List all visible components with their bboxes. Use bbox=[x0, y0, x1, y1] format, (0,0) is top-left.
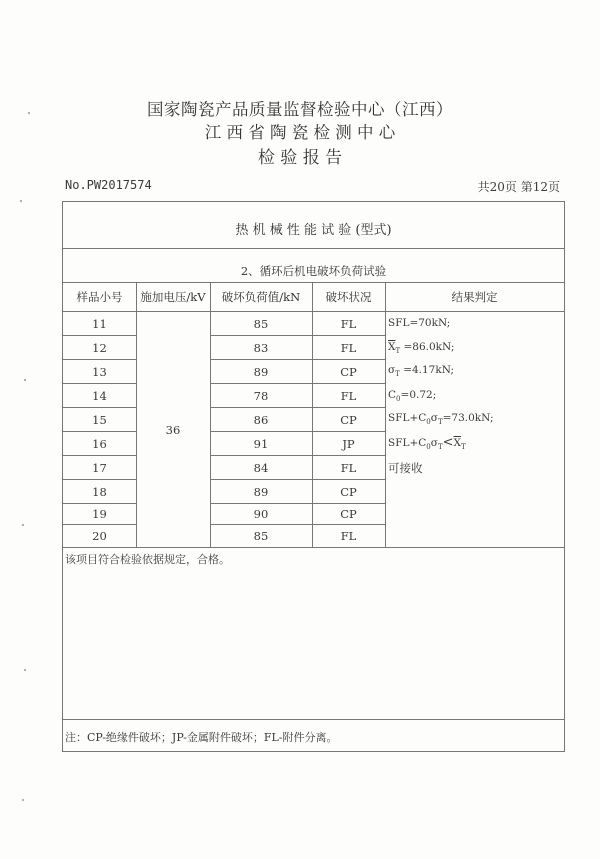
ll-sigma: σ bbox=[430, 412, 438, 424]
ll-subT: T bbox=[437, 418, 443, 427]
c0-symbol: C bbox=[388, 389, 397, 401]
failure-state: FL bbox=[340, 317, 357, 331]
row-line bbox=[63, 431, 136, 432]
cmp-sfl: SFL+C bbox=[388, 437, 427, 449]
row-line bbox=[210, 407, 385, 408]
result-mean bbox=[388, 341, 454, 355]
cmp-sub0: 0 bbox=[426, 443, 431, 452]
divider bbox=[63, 547, 564, 548]
test-subtitle: 2、循环后机电破坏负荷试验 bbox=[240, 264, 387, 278]
load-value: 89 bbox=[253, 485, 269, 499]
cmp-mean-subscript: T bbox=[461, 443, 466, 452]
row-line bbox=[210, 335, 385, 336]
cmp-mean-symbol: $\overline{X}$ bbox=[453, 437, 461, 449]
row-line bbox=[63, 359, 136, 360]
result-acceptable: 可接收 bbox=[388, 461, 423, 475]
col-header-result: 结果判定 bbox=[451, 290, 498, 304]
mean-value: =86.0kN; bbox=[403, 341, 455, 353]
row-line bbox=[210, 359, 385, 360]
col-header-state: 破坏状况 bbox=[325, 290, 372, 304]
col-header-sample: 样品小号 bbox=[76, 290, 123, 304]
load-value: 85 bbox=[253, 529, 269, 543]
section-title: 热 机 械 性 能 试 验 (型式) bbox=[235, 223, 392, 238]
load-value: 89 bbox=[253, 365, 269, 379]
scan-speck bbox=[22, 799, 24, 801]
report-table bbox=[62, 201, 565, 752]
row-line bbox=[63, 524, 136, 525]
divider bbox=[63, 719, 564, 720]
result-sigma bbox=[388, 364, 454, 378]
cmp-lt: < bbox=[442, 435, 454, 450]
failure-state: CP bbox=[340, 413, 357, 427]
failure-state: CP bbox=[340, 485, 357, 499]
ll-value: =73.0kN; bbox=[442, 412, 494, 424]
row-line bbox=[63, 335, 136, 336]
row-line bbox=[210, 455, 385, 456]
sample-no: 13 bbox=[92, 365, 107, 379]
col-header-voltage: 施加电压/kV bbox=[140, 290, 206, 304]
report-number: No.PW2017574 bbox=[65, 178, 152, 192]
sample-no: 19 bbox=[92, 507, 107, 521]
load-value: 86 bbox=[253, 413, 269, 427]
col-divider bbox=[385, 282, 386, 547]
divider bbox=[63, 282, 564, 283]
row-line bbox=[210, 479, 385, 480]
failure-state: CP bbox=[340, 365, 357, 379]
load-value: 78 bbox=[253, 389, 269, 403]
load-value: 83 bbox=[253, 341, 269, 355]
scan-speck bbox=[20, 200, 22, 202]
failure-state: FL bbox=[340, 529, 357, 543]
footnote: 注：CP-绝缘件破坏；JP-金属附件破坏；FL-附件分离。 bbox=[65, 731, 338, 744]
org-title: 国家陶瓷产品质量监督检验中心（江西） bbox=[147, 100, 453, 119]
load-value: 91 bbox=[253, 437, 269, 451]
report-title: 检 验 报 告 bbox=[257, 148, 343, 168]
sample-no: 12 bbox=[92, 341, 107, 355]
sample-no: 20 bbox=[92, 529, 107, 543]
mean-subscript: T bbox=[395, 347, 401, 356]
failure-state: FL bbox=[340, 461, 357, 475]
scan-speck bbox=[22, 524, 24, 526]
failure-state: CP bbox=[340, 507, 357, 521]
result-lower-limit bbox=[388, 412, 494, 426]
c0-value: =0.72; bbox=[400, 389, 437, 401]
load-value: 84 bbox=[253, 461, 269, 475]
col-header-load: 破坏负荷值/kN bbox=[221, 290, 301, 304]
row-line bbox=[63, 383, 136, 384]
scan-speck bbox=[24, 669, 26, 671]
row-line bbox=[63, 479, 136, 480]
sample-no: 14 bbox=[92, 389, 107, 403]
divider bbox=[63, 248, 564, 249]
row-line bbox=[210, 524, 385, 525]
cmp-sigma: σ bbox=[430, 437, 438, 449]
page-indicator: 共20页 第12页 bbox=[477, 180, 560, 194]
sigma-value: =4.17kN; bbox=[403, 364, 455, 376]
col-divider bbox=[136, 282, 137, 547]
applied-voltage: 36 bbox=[165, 423, 181, 437]
sample-no: 11 bbox=[92, 317, 107, 331]
failure-state: JP bbox=[342, 437, 355, 451]
row-line bbox=[63, 455, 136, 456]
load-value: 90 bbox=[253, 507, 269, 521]
row-line bbox=[63, 503, 136, 504]
divider bbox=[63, 311, 564, 312]
mean-symbol: $\overline{X}$ bbox=[388, 341, 396, 353]
sigma-symbol: σ bbox=[388, 364, 396, 376]
sample-no: 17 bbox=[92, 461, 107, 475]
c0-subscript: 0 bbox=[396, 395, 401, 404]
row-line bbox=[210, 431, 385, 432]
row-line bbox=[63, 407, 136, 408]
failure-state: FL bbox=[340, 389, 357, 403]
cmp-subT: T bbox=[437, 443, 443, 452]
sample-no: 15 bbox=[92, 413, 107, 427]
center-title: 江 西 省 陶 瓷 检 测 中 心 bbox=[204, 123, 396, 142]
result-compare bbox=[388, 435, 466, 451]
result-c0 bbox=[388, 389, 436, 403]
failure-state: FL bbox=[340, 341, 357, 355]
sample-no: 16 bbox=[92, 437, 107, 451]
sample-no: 18 bbox=[92, 485, 107, 499]
result-sfl: SFL=70kN; bbox=[388, 317, 451, 329]
conclusion-text: 该项目符合检验依据规定，合格。 bbox=[65, 553, 230, 566]
sigma-subscript: T bbox=[395, 370, 400, 379]
ll-sfl: SFL+C bbox=[388, 412, 427, 424]
load-value: 85 bbox=[253, 317, 269, 331]
scan-speck bbox=[24, 379, 26, 381]
row-line bbox=[210, 503, 385, 504]
ll-sub0: 0 bbox=[426, 418, 431, 427]
row-line bbox=[210, 383, 385, 384]
